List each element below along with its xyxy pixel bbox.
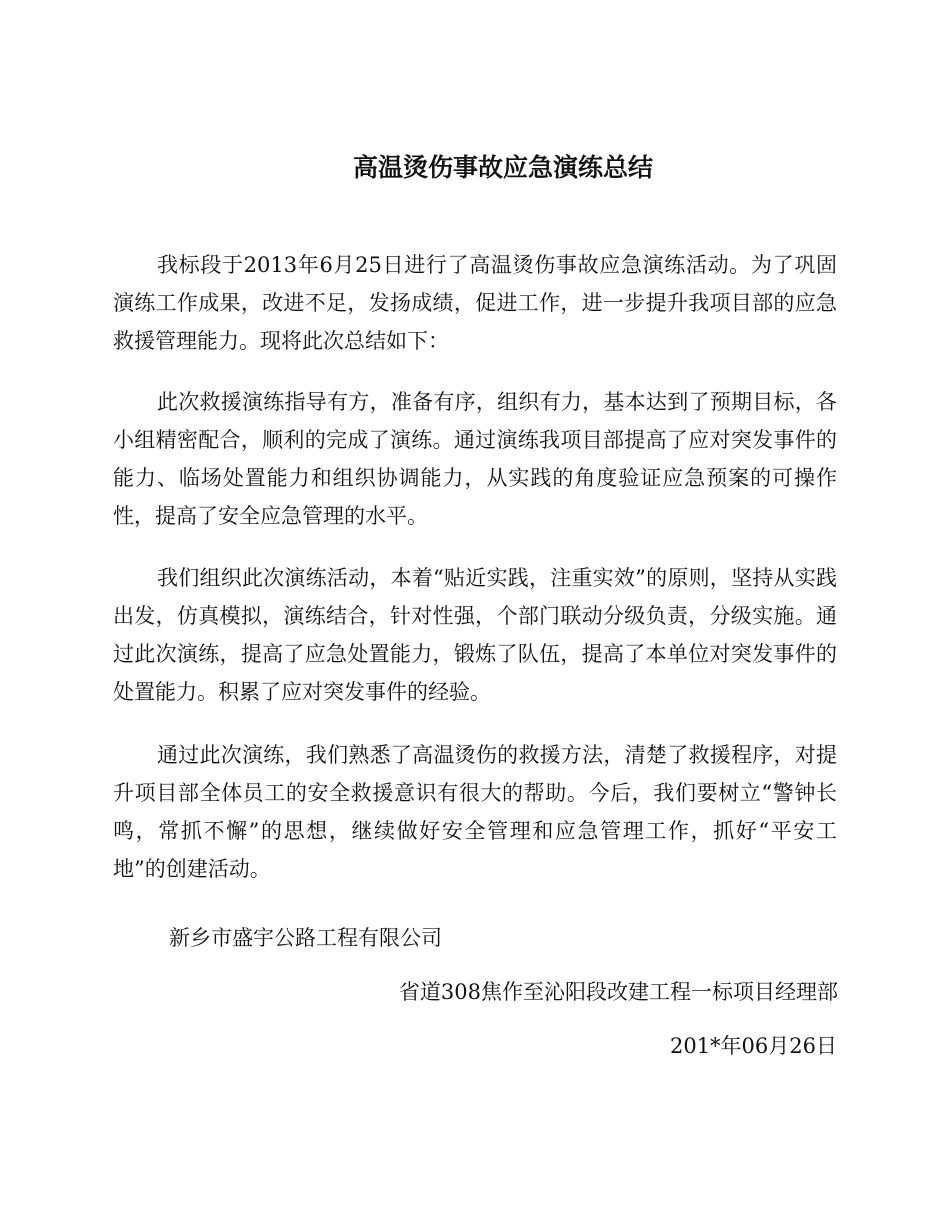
- paragraph-1: 我标段于2013年6月25日进行了高温烫伤事故应急演练活动。为了巩固演练工作成果，改进不足，发扬成绩，促进工作，进一步提升我项目部的应急救援管理能力。现将此次总结如下：: [113, 253, 837, 353]
- signature-company: 新乡市盛宇公路工程有限公司: [169, 926, 442, 950]
- paragraph-3: 我们组织此次演练活动，本着“贴近实践，注重实效”的原则，坚持从实践出发，仿真模拟，演练结合，针对性强，个部门联动分级负责，分级实施。通过此次演练，提高了应急处置能力，锻炼了队伍，提高了本单位对突发事件的处置能力。积累了应对突发事件的经验。: [113, 566, 837, 704]
- signature-department: 省道308焦作至沁阳段改建工程一标项目经理部: [398, 980, 838, 1004]
- paragraph-4: 通过此次演练，我们熟悉了高温烫伤的救援方法，清楚了救援程序，对提升项目部全体员工的安全救援意识有很大的帮助。今后，我们要树立“警钟长鸣，常抓不懈”的思想，继续做好安全管理和应急管理工作，抓好“平安工地”的创建活动。: [113, 743, 837, 881]
- document-title: 高温烫伤事故应急演练总结: [352, 153, 653, 182]
- paragraph-2: 此次救援演练指导有方，准备有序，组织有力，基本达到了预期目标，各小组精密配合，顺利的完成了演练。通过演练我项目部提高了应对突发事件的能力、临场处置能力和组织协调能力，从实践的角度验证应急预案的可操作性，提高了安全应急管理的水平。: [113, 390, 837, 528]
- signature-date: 201*年06月26日: [669, 1034, 837, 1058]
